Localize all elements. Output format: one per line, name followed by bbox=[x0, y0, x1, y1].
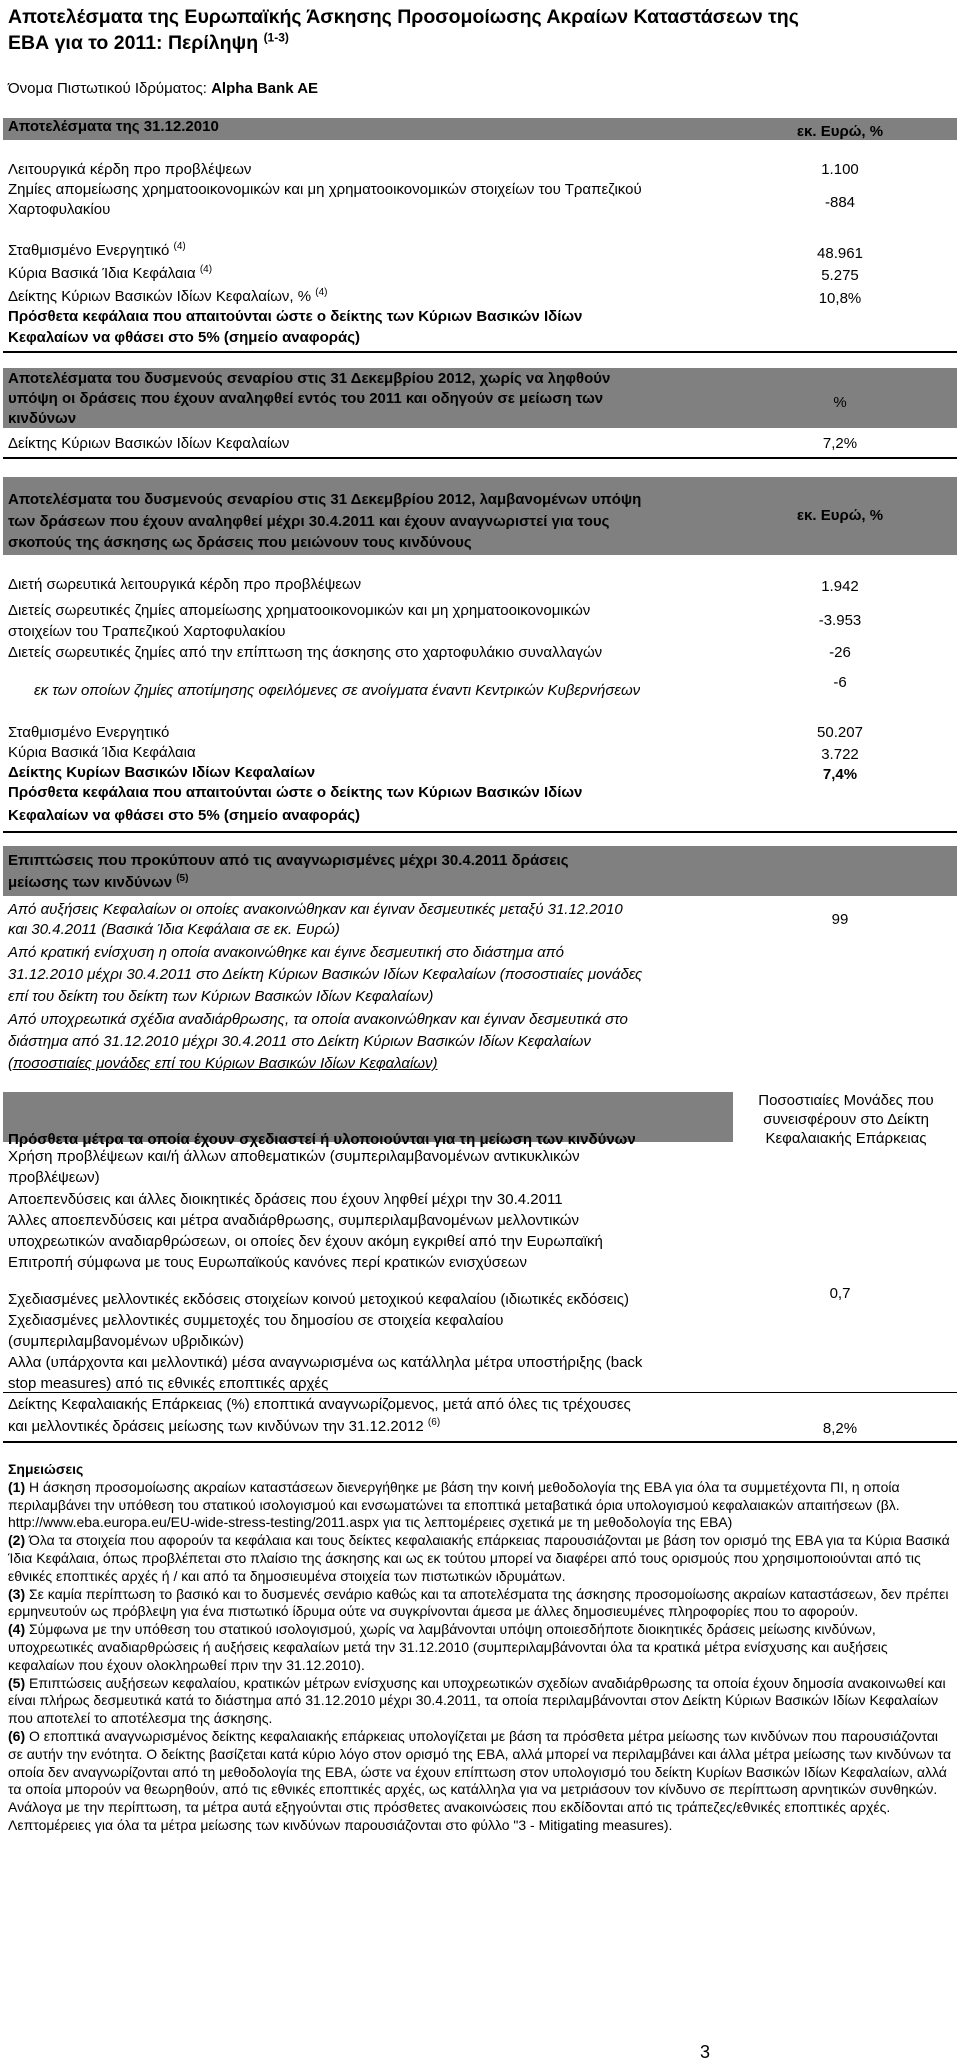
s3-row6-label: Κύρια Βασικά Ίδια Κεφάλαια bbox=[8, 744, 196, 761]
note-1-tag: (1) bbox=[8, 1478, 26, 1495]
s3-row3-label: Διετείς σωρευτικές ζημίες από την επίπτωση της άσκησης στο χαρτοφυλάκιο συναλλαγών bbox=[8, 644, 603, 661]
s5-line5: υποχρεωτικών αναδιαρθρώσεων, οι οποίες δεν έχουν ακόμη εγκριθεί από την Ευρωπαϊκή bbox=[8, 1233, 603, 1250]
s4-p2-line2: 31.12.2010 μέχρι 30.4.2011 στο Δείκτη Κύριων Βασικών Ιδίων Κεφαλαίων (ποσοστιαίες μονάδες bbox=[8, 966, 643, 983]
section3-bottom-rule bbox=[3, 831, 957, 833]
s4-header-line2 bbox=[8, 873, 188, 892]
s1-row4-value: 5.275 bbox=[821, 267, 859, 284]
s3-row6-value: 3.722 bbox=[821, 746, 859, 763]
s3-row5-label: Σταθμισμένο Ενεργητικό bbox=[8, 724, 170, 741]
s4-p3-line1: Από υποχρεωτικά σχέδια αναδιάρθρωσης, τα οποία ανακοινώθηκαν και έγιναν δεσμευτικά στο bbox=[8, 1011, 628, 1028]
s1-row3-text: Σταθμισμένο Ενεργητικό bbox=[8, 242, 170, 259]
s1-row6-label2: Κεφαλαίων να φθάσει στο 5% (σημείο αναφοράς) bbox=[8, 329, 361, 346]
s1-row5-value: 10,8% bbox=[818, 290, 862, 307]
institution-value: Alpha Bank AE bbox=[211, 80, 319, 97]
note-3 bbox=[8, 1586, 952, 1622]
note-6-tag: (6) bbox=[8, 1727, 26, 1744]
s1-row4-sup: (4) bbox=[199, 264, 213, 275]
s4-p1-line2: και 30.4.2011 (Βασικά Ίδια Κεφάλαια σε εκ. Ευρώ) bbox=[8, 921, 340, 938]
s5-column-header bbox=[736, 1091, 956, 1148]
s3-row2-value: -3.953 bbox=[818, 612, 862, 629]
note-4-tag: (4) bbox=[8, 1621, 26, 1638]
note-3-tag: (3) bbox=[8, 1585, 26, 1602]
s1-row2-value: -884 bbox=[824, 194, 856, 211]
s3-unit: εκ. Ευρώ, % bbox=[796, 507, 884, 524]
s3-row4-label: εκ των οποίων ζημίες αποτίμησης οφειλόμενες σε ανοίγματα έναντι Κεντρικών Κυβερνήσεων bbox=[34, 682, 641, 699]
s4-p3-line3: (ποσοστιαίες μονάδες επί του Κύριων Βασικών Ιδίων Κεφαλαίων) bbox=[8, 1055, 438, 1072]
s5-line12: Δείκτης Κεφαλαιακής Επάρκειας (%) εποπτικά αναγνωρίζομενος, μετά από όλες τις τρέχουσες bbox=[8, 1396, 631, 1413]
note-2 bbox=[8, 1532, 952, 1585]
note-5 bbox=[8, 1675, 952, 1728]
s1-row6-label1: Πρόσθετα κεφάλαια που απαιτούνται ώστε ο δείκτης των Κύριων Βασικών Ιδίων bbox=[8, 308, 583, 325]
title-line-1: Αποτελέσματα της Ευρωπαϊκής Άσκησης Προσομοίωσης Ακραίων Καταστάσεων της bbox=[8, 6, 799, 28]
institution-name bbox=[8, 80, 318, 97]
s5-column-header-line3: Κεφαλαιακής Επάρκειας bbox=[765, 1130, 927, 1147]
note-2-tag: (2) bbox=[8, 1532, 26, 1549]
s2-row1-label: Δείκτης Κύριων Βασικών Ιδίων Κεφαλαίων bbox=[8, 435, 290, 452]
s3-row3-value: -26 bbox=[829, 644, 851, 661]
s1-row3-label bbox=[8, 241, 186, 260]
s5-line6: Επιτροπή σύμφωνα με τους Ευρωπαϊκούς κανόνες περί κρατικών ενισχύσεων bbox=[8, 1254, 527, 1271]
s1-row1-value: 1.100 bbox=[821, 161, 859, 178]
s3-row1-value: 1.942 bbox=[821, 578, 859, 595]
note-1-text: Η άσκηση προσομοίωσης ακραίων καταστάσεων διενεργήθηκε με βάση την κοινή μεθοδολογία της ΕΒΑ για όλα τα συμμετέχοντα ΠΙ, η οποία περιλαμβάνει την υπόθεση του στατικού ισολογισμού και ενσωματώνει τα εποπτικά μεταβατικά όρια υπολογισμού κεφαλαιακών απαιτήσεων (βλ. http://www.eba.europa.eu/EU-wide-stress-testing/2011.aspx για τις λεπτομέρειες σχετικά με τη μεθοδολογία της ΕΒΑ) bbox=[8, 1478, 900, 1531]
s5-line13 bbox=[8, 1417, 440, 1436]
page-title bbox=[8, 4, 952, 56]
section1-unit: εκ. Ευρώ, % bbox=[796, 123, 884, 140]
s5-line4: Άλλες αποεπενδύσεις και μέτρα αναδιάρθρωσης, συμπεριλαμβανομένων μελλοντικών bbox=[8, 1212, 579, 1229]
s3-row7-label: Δείκτης Κυρίων Βασικών Ιδίων Κεφαλαίων bbox=[8, 764, 316, 781]
s1-row2-label1: Ζημίες απομείωσης χρηματοοικονομικών και μη χρηματοοικονομικών στοιχείων του Τραπεζικού bbox=[8, 181, 642, 198]
s5-line8: Σχεδιασμένες μελλοντικές συμμετοχές του δημοσίου σε στοιχεία κεφαλαίου bbox=[8, 1312, 504, 1329]
s4-p3-line2: διάστημα από 31.12.2010 μέχρι 30.4.2011 στο Δείκτη Κύριων Βασικών Ιδίων Κεφαλαίων bbox=[8, 1033, 591, 1050]
s2-row1-value: 7,2% bbox=[822, 435, 858, 452]
s3-row7-value: 7,4% bbox=[822, 766, 858, 783]
s5-column-header-line1: Ποσοστιαίες Μονάδες που bbox=[758, 1092, 934, 1109]
note-1 bbox=[8, 1479, 952, 1532]
s1-row1-label: Λειτουργικά κέρδη προ προβλέψεων bbox=[8, 161, 252, 178]
note-5-text: Επιπτώσεις αυξήσεων κεφαλαίου, κρατικών μέτρων ενίσχυσης και υποχρεωτικών σχεδίων αναδιάρθρωσης τα οποία έχουν δημοσία ανακοινωθεί και είναι πλήρως δεσμευτικά κατά το διάστημα από 31.12.2010 μέχρι 30.4.2011, τα οποία περιλαμβάνονται στον Δείκτη Κύριων Βασικών Ιδίων Κεφαλαίων που αποτελεί το αποτέλεσμα της άσκησης. bbox=[8, 1674, 946, 1727]
s5-measures-value: 0,7 bbox=[829, 1285, 851, 1302]
s2-header-line3: κινδύνων bbox=[8, 410, 77, 427]
s4-header-line1: Επιπτώσεις που προκύπουν από τις αναγνωρισμένες μέχρι 30.4.2011 δράσεις bbox=[8, 852, 569, 869]
s5-header: Πρόσθετα μέτρα τα οποία έχουν σχεδιαστεί ή υλοποιούνται για τη μείωση των κινδύνων bbox=[8, 1131, 636, 1148]
s4-header-sup: (5) bbox=[176, 873, 189, 884]
s1-row3-sup: (4) bbox=[173, 241, 186, 252]
s5-final-value: 8,2% bbox=[822, 1420, 858, 1437]
s4-p2-line3: επί του δείκτη του δείκτη των Κύριων Βασικών Ιδίων Κεφαλαίων) bbox=[8, 988, 434, 1005]
s5-line13-sup: (6) bbox=[427, 1417, 441, 1428]
s1-row4-text: Κύρια Βασικά Ίδια Κεφάλαια bbox=[8, 265, 196, 282]
notes-heading: Σημειώσεις bbox=[8, 1461, 84, 1477]
s5-line1: Χρήση προβλέψεων και/ή άλλων αποθεματικών (συμπεριλαμβανομένων αντικυκλικών bbox=[8, 1148, 580, 1165]
s5-line11: stop measures) από τις εθνικές εποπτικές αρχές bbox=[8, 1375, 329, 1392]
s3-row5-value: 50.207 bbox=[817, 724, 863, 741]
s3-header-line2: των δράσεων που έχουν αναληφθεί μέχρι 30.4.2011 και έχουν αναγνωριστεί για τους bbox=[8, 513, 610, 530]
title-line-2-text: ΕΒΑ για το 2011: Περίληψη bbox=[8, 32, 259, 54]
note-4 bbox=[8, 1621, 952, 1674]
s4-p2-line1: Από κρατική ενίσχυση η οποία ανακοινώθηκε και έγινε δεσμευτική στο διάστημα από bbox=[8, 944, 565, 961]
s1-row5-sup: (4) bbox=[315, 287, 328, 298]
s5-line13-text: και μελλοντικές δράσεις μείωσης των κινδύνων την 31.12.2012 bbox=[8, 1418, 424, 1435]
s3-header-line3: σκοπούς της άσκησης ως δράσεις που μειώνουν τους κινδύνους bbox=[8, 534, 472, 551]
notes bbox=[8, 1461, 952, 1835]
note-2-text: Όλα τα στοιχεία που αφορούν τα κεφάλαια και τους δείκτες κεφαλαιακής επάρκειας παρουσιάζονται με βάση τον ορισμό της ΕΒΑ για τα Κύρια Βασικά Ίδια Κεφάλαια, όπως προβλέπεται στο πλαίσιο της άσκησης και ως εκ τούτου μπορεί να διαφέρει από τους ορισμούς που χρησιμοποιούνται από τις εθνικές εποπτικές αρχές ή / και από τα δημοσιευμένα στοιχεία των πιστωτικών ιδρυμάτων. bbox=[8, 1532, 950, 1584]
institution-label: Όνομα Πιστωτικού Ιδρύματος: bbox=[8, 80, 207, 97]
page-number: 3 bbox=[700, 2042, 711, 2062]
note-6 bbox=[8, 1728, 952, 1835]
section1-header: Αποτελέσματα της 31.12.2010 bbox=[8, 118, 219, 135]
s3-header-line1: Αποτελέσματα του δυσμενούς σεναρίου στις 31 Δεκεμβρίου 2012, λαμβανομένων υπόψη bbox=[8, 491, 642, 508]
section1-bottom-rule bbox=[3, 351, 957, 353]
note-3-text: Σε καμία περίπτωση το βασικό και το δυσμενές σενάριο καθώς και τα αποτελέσματα της άσκησης προσομοίωσης ακραίων καταστάσεων, δεν πρέπει ερμηνευτούν ως πρόβλεψη για ένα πιστωτικό ίδρυμα ούτε να συγκρίνονται άμεσα με άλλες δημοσιευμένες πληροφορίες που το αφορούν. bbox=[8, 1585, 949, 1620]
note-5-tag: (5) bbox=[8, 1674, 26, 1691]
s3-row4-value: -6 bbox=[833, 674, 847, 691]
s1-row4-label bbox=[8, 264, 212, 283]
note-4-text: Σύμφωνα με την υπόθεση του στατικού ισολογισμού, χωρίς να λαμβάνονται υπόψη οποιεσδήποτε διοικητικές δράσεις μείωσης κινδύνων, υποχρεωτικές αναδιαρθρώσεις ή αυξήσεις κεφαλαίων μετά την 31.12.2010 (συμπεριλαμβάνονται όλα τα κρατικά μέτρα ενίσχυσης και αυξήσεις κεφαλαίων που έχουν ολοκληρωθεί πριν την 31.12.2010). bbox=[8, 1621, 888, 1673]
s5-line2: προβλέψεων) bbox=[8, 1169, 100, 1186]
s3-row2-label2: στοιχείων του Τραπεζικού Χαρτοφυλακίου bbox=[8, 623, 286, 640]
s1-row5-text: Δείκτης Κύριων Βασικών Ιδίων Κεφαλαίων, % bbox=[8, 288, 312, 305]
s2-header-line1: Αποτελέσματα του δυσμενούς σεναρίου στις 31 Δεκεμβρίου 2012, χωρίς να ληφθούν bbox=[8, 370, 611, 387]
s1-row3-value: 48.961 bbox=[817, 245, 863, 262]
s4-header-line2-text: μείωσης των κινδύνων bbox=[8, 874, 173, 891]
s2-unit: % bbox=[833, 394, 847, 411]
s5-line7: Σχεδιασμένες μελλοντικές εκδόσεις στοιχείων κοινού μετοχικού κεφαλαίου (ιδιωτικές εκδόσεις) bbox=[8, 1291, 629, 1308]
s5-line10: Αλλα (υπάρχοντα και μελλοντικά) μέσα αναγνωρισμένα ως κατάλληλα μέτρα υποστήριξης (back bbox=[8, 1354, 643, 1371]
s5-line3: Αποεπενδύσεις και άλλες διοικητικές δράσεις που έχουν ληφθεί μέχρι την 30.4.2011 bbox=[8, 1191, 563, 1208]
note-6-text: Ο εποπτικά αναγνωρισμένος δείκτης κεφαλαιακής επάρκειας υπολογίζεται με βάση τα πρόσθετα μέτρα μείωσης των κινδύνων που παρουσιάζονται σε αυτήν την ενότητα. Ο δείκτης βασίζεται κατά κύριο λόγο στον ορισμό της ΕΒΑ, αλλά μπορεί να περιλαμβάνει και άλλα μέτρα μείωσης των κινδύνων τα οποία δεν αναγνωρίζονται από τη μεθοδολογία της ΕΒΑ, ώστε να έχουν επίπτωση στον υπολογισμό του δείκτη Κυρίων Βασικών Ιδίων Κεφαλαίων, αλλά τα οποία μπορούν να θεωρηθούν, από τις εθνικές εποπτικές αρχές, ως κατάλληλα για να μετριάσουν τον κίνδυνο σε περίπτωση αρνητικών συνθηκών. Ανάλογα με την περίπτωση, τα μέτρα αυτά εξηγούνται στις πρόσθετες ανακοινώσεις που εκδίδονται από τις τράπεζες/εθνικές εποπτικές αρχές. Λεπτομέρειες για όλα τα μέτρα μείωσης των κινδύνων παρουσιάζονται στο φύλλο "3 - Mitigating measures). bbox=[8, 1727, 952, 1833]
title-superscript: (1-3) bbox=[263, 30, 289, 45]
s1-row5-label bbox=[8, 287, 328, 306]
section5-mid-rule bbox=[3, 1392, 957, 1393]
s3-row8-label2: Κεφαλαίων να φθάσει στο 5% (σημείο αναφοράς) bbox=[8, 807, 361, 824]
s3-row2-label1: Διετείς σωρευτικές ζημίες απομείωσης χρηματοοικονομικών και μη χρηματοοικονομικών bbox=[8, 602, 591, 619]
s4-p1-line1: Από αυξήσεις Κεφαλαίων οι οποίες ανακοινώθηκαν και έγιναν δεσμευτικές μεταξύ 31.12.2010 bbox=[8, 901, 623, 918]
section5-bottom-rule bbox=[3, 1441, 957, 1443]
s2-header-line2: υπόψη οι δράσεις που έχουν αναληφθεί εντός του 2011 και οδηγούν σε μείωση των bbox=[8, 390, 604, 407]
title-line-2 bbox=[8, 30, 952, 56]
s4-p1-value: 99 bbox=[831, 911, 849, 928]
s3-row8-label1: Πρόσθετα κεφάλαια που απαιτούνται ώστε ο δείκτης των Κύριων Βασικών Ιδίων bbox=[8, 784, 583, 801]
s3-row1-label: Διετή σωρευτικά λειτουργικά κέρδη προ προβλέψεων bbox=[8, 576, 362, 593]
s5-line9: (συμπεριλαμβανομένων υβριδικών) bbox=[8, 1333, 244, 1350]
section2-bottom-rule bbox=[3, 457, 957, 459]
s5-column-header-line2: συνεισφέρουν στο Δείκτη bbox=[763, 1111, 929, 1128]
s1-row2-label2: Χαρτοφυλακίου bbox=[8, 201, 111, 218]
